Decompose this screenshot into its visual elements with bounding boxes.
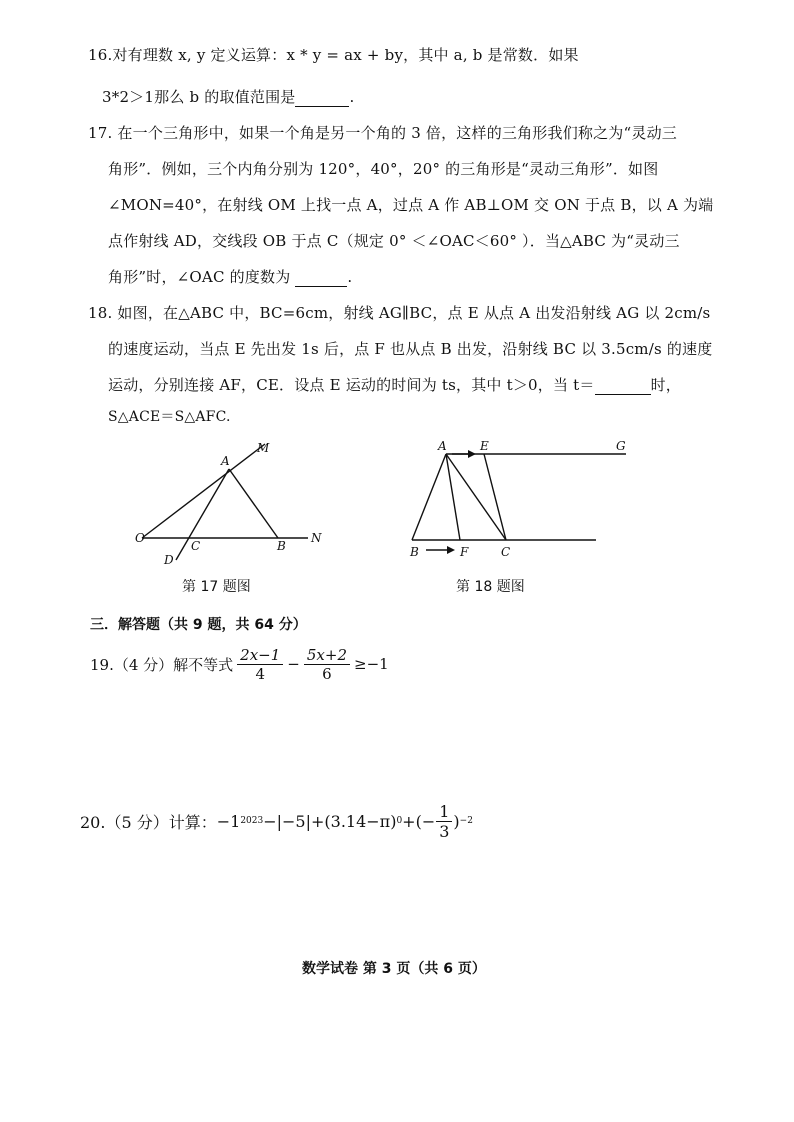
q20-expr-part2: −|−5|+(3.14−π)	[263, 811, 397, 831]
q20-expr-part1: −1	[216, 811, 241, 831]
q16-line2	[102, 86, 354, 107]
q20-frac-numerator: 1	[436, 802, 452, 822]
figure-17	[130, 432, 340, 572]
q20-exponent-0: 0	[396, 816, 403, 826]
q16-line2-text: 3*2＞1那么 b 的取值范围是	[102, 88, 296, 106]
segment-AC	[446, 454, 506, 540]
q19-inequality-rhs: ≥−1	[354, 655, 389, 673]
q16-line2-end: .	[349, 88, 355, 106]
label-G: G	[616, 439, 626, 453]
segment-AB	[412, 454, 446, 540]
q19-frac1-numerator: 2x−1	[237, 646, 283, 665]
q20-expr-part3: +(−	[402, 811, 436, 831]
q17-line5-text: 角形”时，∠OAC 的度数为	[108, 268, 291, 286]
label-D: D	[164, 553, 174, 567]
label-N: N	[311, 531, 322, 545]
label-O: O	[135, 531, 145, 545]
q19-fraction-2	[304, 646, 350, 683]
segment-AB	[229, 469, 278, 538]
figure-17-caption: 第 17 题图	[182, 579, 251, 595]
q19-line	[90, 640, 389, 688]
q17-line3: ∠MON=40°，在射线 OM 上找一点 A，过点 A 作 AB⊥OM 交 ON 于点 B，以 A 为端	[108, 196, 714, 214]
label-C: C	[191, 539, 201, 553]
label-B: B	[277, 539, 286, 553]
label-E: E	[480, 439, 489, 453]
label-B: B	[410, 545, 419, 559]
arrowhead-F	[447, 546, 455, 554]
q18-answer-blank[interactable]	[595, 376, 651, 395]
segment-EC	[484, 454, 506, 540]
q20-expr-part4: )	[453, 811, 460, 831]
page-footer: 数学试卷 第 3 页（共 6 页）	[302, 961, 486, 977]
q18-line2: 的速度运动，当点 E 先出发 1s 后，点 F 也从点 B 出发，沿射线 BC 以 3.5cm/s 的速度	[108, 340, 713, 358]
q17-line4: 点作射线 AD，交线段 OB 于点 C（规定 0° ＜∠OAC＜60° ）．当△ABC 为“灵动三	[108, 232, 680, 250]
segment-AF	[446, 454, 460, 540]
label-C: C	[501, 545, 511, 559]
q20-line	[80, 796, 473, 846]
figure-18-caption: 第 18 题图	[456, 579, 525, 595]
q16-answer-blank[interactable]	[295, 88, 349, 107]
q18-line4: S△ACE＝S△AFC.	[108, 409, 231, 425]
q18-line3	[108, 374, 681, 395]
q20-exponent-neg2: −2	[459, 816, 473, 826]
ray-OM	[142, 444, 265, 538]
q18-line3-end: 时，	[650, 376, 681, 394]
q20-frac-denominator: 3	[439, 821, 450, 841]
q17-answer-blank[interactable]	[295, 268, 347, 287]
label-F: F	[460, 545, 469, 559]
arrowhead-E	[468, 450, 476, 458]
q19-frac2-numerator: 5x+2	[304, 646, 350, 665]
label-A: A	[221, 454, 230, 468]
q18-line1: 18. 如图，在△ABC 中，BC=6cm，射线 AG∥BC，点 E 从点 A 出发沿射线 AG 以 2cm/s	[88, 304, 711, 322]
label-M: M	[257, 441, 270, 455]
q17-line5-end: .	[347, 268, 353, 286]
section-3-title: 三．解答题（共 9 题，共 64 分）	[90, 617, 307, 633]
q20-label: 20.（5 分）计算：	[80, 812, 217, 832]
q16-line1: 16.对有理数 x, y 定义运算：x * y = ax + by，其中 a, b 是常数．如果	[88, 46, 579, 64]
q19-fraction-1	[237, 646, 283, 683]
q19-minus: −	[287, 655, 300, 673]
q17-line2: 角形”．例如，三个内角分别为 120°，40°，20° 的三角形是“灵动三角形”．如图	[108, 160, 659, 178]
q20-exponent-2023: 2023	[240, 816, 264, 826]
q18-line3-text: 运动，分别连接 AF，CE．设点 E 运动的时间为 ts，其中 t＞0，当 t＝	[108, 376, 595, 394]
q17-line1: 17. 在一个三角形中，如果一个角是另一个角的 3 倍，这样的三角形我们称之为“灵动三	[88, 124, 677, 142]
q19-label: 19.（4 分）解不等式	[90, 655, 234, 674]
q17-line5	[108, 266, 352, 287]
figure-18	[400, 432, 640, 567]
q19-frac1-denominator: 4	[255, 664, 265, 683]
q20-fraction	[436, 802, 452, 841]
ray-AD	[176, 469, 229, 560]
q19-frac2-denominator: 6	[322, 664, 332, 683]
label-A: A	[438, 439, 447, 453]
